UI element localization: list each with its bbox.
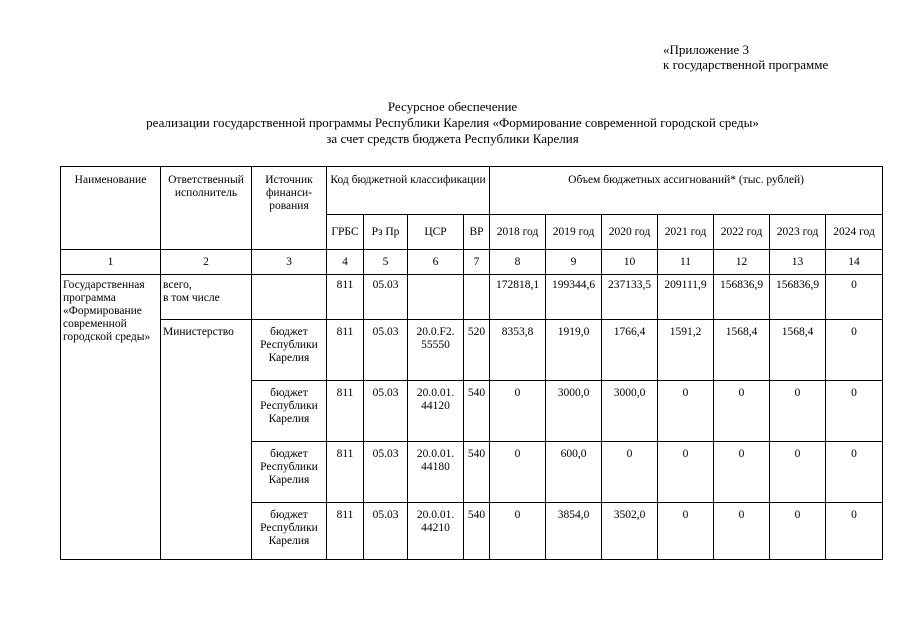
grbs-cell: 811 [327,275,364,320]
value-cell: 0 [826,503,883,560]
column-number: 13 [770,250,826,275]
value-cell: 0 [490,442,546,503]
value-cell: 0 [826,275,883,320]
csr-cell [408,275,464,320]
header-year: 2024 год [826,215,883,250]
value-cell: 3854,0 [546,503,602,560]
value-cell: 156836,9 [714,275,770,320]
value-cell: 0 [658,503,714,560]
value-cell: 0 [714,381,770,442]
value-cell: 0 [826,320,883,381]
value-cell: 0 [658,381,714,442]
column-number: 2 [161,250,252,275]
column-numbers-row [61,250,883,275]
column-number: 12 [714,250,770,275]
value-cell: 0 [602,442,658,503]
header-year: 2018 год [490,215,546,250]
csr-cell: 20.0.01. 44210 [408,503,464,560]
header-grbs: ГРБС [327,215,364,250]
column-number: 9 [546,250,602,275]
header-volume: Объем бюджетных ассигнований* (тыс. рублей) [490,167,883,215]
source-cell: бюджет Республики Карелия [252,381,327,442]
responsible-cell: всего, в том числе [161,275,252,320]
column-number: 4 [327,250,364,275]
vr-cell: 540 [464,503,490,560]
grbs-cell: 811 [327,381,364,442]
vr-cell: 540 [464,442,490,503]
value-cell: 156836,9 [770,275,826,320]
column-number: 8 [490,250,546,275]
header-year: 2022 год [714,215,770,250]
rzpr-cell: 05.03 [364,275,408,320]
value-cell: 600,0 [546,442,602,503]
table-row [61,275,883,320]
value-cell: 0 [826,442,883,503]
vr-cell: 540 [464,381,490,442]
header-rzpr: Рз Пр [364,215,408,250]
source-cell: бюджет Республики Карелия [252,320,327,381]
header-year: 2020 год [602,215,658,250]
csr-cell: 20.0.F2. 55550 [408,320,464,381]
header-name: Наименование [61,167,161,250]
column-number: 5 [364,250,408,275]
header-csr: ЦСР [408,215,464,250]
source-cell: бюджет Республики Карелия [252,503,327,560]
value-cell: 1568,4 [770,320,826,381]
appendix-note [663,42,828,72]
rzpr-cell: 05.03 [364,442,408,503]
value-cell: 0 [770,381,826,442]
value-cell: 0 [714,442,770,503]
header-year: 2019 год [546,215,602,250]
header-budget-code: Код бюджетной классификации [327,167,490,215]
document-title [0,99,905,147]
column-number: 1 [61,250,161,275]
value-cell: 0 [658,442,714,503]
value-cell: 3000,0 [602,381,658,442]
title-line-2: реализации государственной программы Республики Карелия «Формирование современной городской среды» [146,115,759,130]
value-cell: 3000,0 [546,381,602,442]
header-row [61,167,883,215]
resource-table [60,166,883,560]
column-number: 7 [464,250,490,275]
responsible-cell: Министерство [161,320,252,560]
grbs-cell: 811 [327,442,364,503]
value-cell: 209111,9 [658,275,714,320]
column-number: 10 [602,250,658,275]
value-cell: 237133,5 [602,275,658,320]
appendix-line-1: «Приложение 3 [663,42,750,57]
value-cell: 1568,4 [714,320,770,381]
header-source: Источник финанси-рования [252,167,327,250]
value-cell: 0 [714,503,770,560]
value-cell: 172818,1 [490,275,546,320]
value-cell: 0 [770,442,826,503]
value-cell: 0 [826,381,883,442]
value-cell: 1766,4 [602,320,658,381]
rzpr-cell: 05.03 [364,381,408,442]
header-responsible: Ответственный исполнитель [161,167,252,250]
vr-cell [464,275,490,320]
grbs-cell: 811 [327,320,364,381]
value-cell: 1919,0 [546,320,602,381]
value-cell: 0 [490,381,546,442]
column-number: 11 [658,250,714,275]
header-vr: ВР [464,215,490,250]
csr-cell: 20.0.01. 44120 [408,381,464,442]
column-number: 3 [252,250,327,275]
vr-cell: 520 [464,320,490,381]
source-cell: бюджет Республики Карелия [252,442,327,503]
grbs-cell: 811 [327,503,364,560]
header-year: 2021 год [658,215,714,250]
table-row [61,320,883,381]
header-year: 2023 год [770,215,826,250]
csr-cell: 20.0.01. 44180 [408,442,464,503]
program-name-cell: Государственная программа «Формирование современной городской среды» [61,275,161,560]
value-cell: 0 [770,503,826,560]
value-cell: 3502,0 [602,503,658,560]
rzpr-cell: 05.03 [364,503,408,560]
title-line-3: за счет средств бюджета Республики Карелия [326,131,579,146]
source-cell [252,275,327,320]
value-cell: 199344,6 [546,275,602,320]
value-cell: 1591,2 [658,320,714,381]
value-cell: 8353,8 [490,320,546,381]
column-number: 14 [826,250,883,275]
title-line-1: Ресурсное обеспечение [387,99,518,114]
column-number: 6 [408,250,464,275]
value-cell: 0 [490,503,546,560]
appendix-line-2: к государственной программе [663,57,829,72]
rzpr-cell: 05.03 [364,320,408,381]
